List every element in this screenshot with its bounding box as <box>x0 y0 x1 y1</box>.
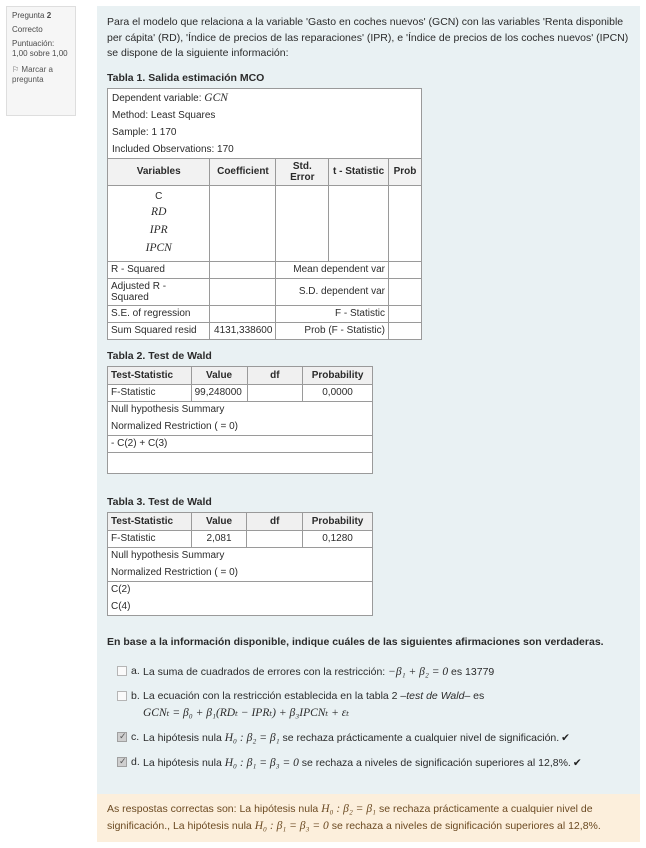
option-letter: a. <box>131 664 140 677</box>
restriction: C(4) <box>108 598 373 615</box>
flag-icon: ⚐ <box>12 65 20 74</box>
option-letter: b. <box>131 689 140 702</box>
cell-test-statistic: F-Statistic <box>108 384 192 401</box>
check-icon: ✔ <box>572 757 582 770</box>
option-text: La ecuación con la restricción establecida en la tabla 2 – <box>143 689 407 702</box>
question-status: Correcto <box>12 25 43 34</box>
t-stat-cell <box>329 185 389 261</box>
stat-right-label: Mean dependent var <box>276 261 389 278</box>
answer-option-c[interactable] <box>107 730 632 747</box>
feedback-math: H₀ : β₂ = β₁ <box>321 803 377 815</box>
stat-right-value <box>389 261 422 278</box>
stat-value: 4131,338600 <box>210 322 276 339</box>
stat-value <box>210 278 276 305</box>
stat-right-value <box>389 278 422 305</box>
col-t-statistic: t - Statistic <box>329 158 389 185</box>
option-text: La hipótesis nula <box>143 757 222 770</box>
empty-row <box>108 452 373 473</box>
var-ipcn: IPCN <box>145 241 172 254</box>
question-prompt: En base a la información disponible, indique cuáles de las siguientes afirmaciones son verdaderas. <box>107 635 604 648</box>
option-checkbox[interactable] <box>117 757 127 767</box>
var-c: C <box>155 190 163 202</box>
check-icon: ✔ <box>561 731 570 744</box>
col-std-error: Std. Error <box>276 158 329 185</box>
dependent-variable <box>108 88 422 107</box>
question-info-panel <box>6 6 76 116</box>
flag-label: Marcar a pregunta <box>12 65 53 84</box>
table-row <box>108 530 373 547</box>
normalized-restriction: Normalized Restriction ( = 0) <box>108 564 373 581</box>
feedback-text: se rechaza a niveles de significación superiores al 12,8%. <box>331 820 601 833</box>
option-letter: c. <box>131 730 140 743</box>
stats-row <box>108 322 422 339</box>
option-math: H₀ : β₁ = β₃ = 0 <box>224 757 299 770</box>
stat-value <box>210 305 276 322</box>
stat-right-label: F - Statistic <box>276 305 389 322</box>
stat-right-label: Prob (F - Statistic) <box>276 322 389 339</box>
stat-label: R - Squared <box>108 261 210 278</box>
cell-value: 2,081 <box>191 530 247 547</box>
col-probability: Probability <box>303 366 373 384</box>
answer-option-d[interactable] <box>107 755 632 772</box>
ols-output-table <box>107 88 422 340</box>
feedback-math: H₀ : β₁ = β₃ = 0 <box>254 820 329 833</box>
variables-cell <box>108 185 210 261</box>
table3-caption: Tabla 3. Test de Wald <box>107 495 212 508</box>
stat-right-value <box>389 305 422 322</box>
stat-label: Adjusted R - Squared <box>108 278 210 305</box>
restriction: C(2) <box>108 581 373 598</box>
stat-label: Sum Squared resid <box>108 322 210 339</box>
col-probability: Probability <box>303 512 373 530</box>
option-letter: d. <box>131 756 140 769</box>
question-number-value: 2 <box>46 11 52 20</box>
option-text: La hipótesis nula <box>143 731 222 744</box>
dependent-label: Dependent variable: <box>112 92 202 104</box>
option-math: GCNₜ = β₀ + β₁(RDₜ − IPRₜ) + β₃IPCNₜ + εₜ <box>143 706 350 719</box>
option-text-end: se rechaza a niveles de significación superiores al 12,8%. <box>301 757 571 770</box>
col-variables: Variables <box>108 158 210 185</box>
score-label: Puntuación: <box>12 39 55 48</box>
var-ipr: IPR <box>149 223 168 236</box>
sample: Sample: 1 170 <box>108 124 422 141</box>
coefficient-cell <box>210 185 276 261</box>
null-hypothesis-summary: Null hypothesis Summary <box>108 401 373 418</box>
option-text-end: es 13779 <box>451 665 495 678</box>
var-rd: RD <box>151 206 167 219</box>
wald-test-table-2 <box>107 512 373 616</box>
question-text: Para el modelo que relaciona a la variable 'Gasto en coches nuevos' (GCN) con las variables 'Renta disponible per cápita' (RD), 'Índice de precios de las reparaciones' (IPR), e 'Índice de precios de los coches nuevos' (IPCN) se dispone de la siguiente información: <box>107 16 629 60</box>
option-math: −β₁ + β₂ = 0 <box>388 665 449 678</box>
cell-test-statistic: F-Statistic <box>108 530 192 547</box>
feedback-text: As respostas correctas son: La hipótesis nula <box>107 803 319 815</box>
col-value: Value <box>191 366 247 384</box>
stat-right-value <box>389 322 422 339</box>
correct-answer-feedback <box>97 794 640 842</box>
dependent-var: GCN <box>204 91 228 104</box>
option-checkbox[interactable] <box>117 691 127 701</box>
question-content <box>97 6 640 842</box>
option-italic-text: test de Wald <box>406 689 465 702</box>
stat-value <box>210 261 276 278</box>
stats-row <box>108 261 422 278</box>
col-test-statistic: Test-Statistic <box>108 512 192 530</box>
null-hypothesis-summary: Null hypothesis Summary <box>108 547 373 564</box>
col-prob: Prob <box>389 158 422 185</box>
answer-option-b[interactable] <box>107 689 632 722</box>
option-math: H₀ : β₂ = β₁ <box>224 731 280 744</box>
method: Method: Least Squares <box>108 107 422 124</box>
cell-df <box>247 530 303 547</box>
cell-probability: 0,1280 <box>303 530 373 547</box>
stat-right-label: S.D. dependent var <box>276 278 389 305</box>
score-value: 1,00 sobre 1,00 <box>12 49 68 58</box>
answer-option-a[interactable] <box>107 664 632 681</box>
feedback-text: se rechaza prácticamente a cualquier nivel de significación., La hipótesis nula <box>107 803 593 833</box>
question-number <box>12 11 70 21</box>
col-df: df <box>247 512 303 530</box>
col-value: Value <box>191 512 247 530</box>
stats-row <box>108 278 422 305</box>
col-coefficient: Coefficient <box>210 158 276 185</box>
flag-question-link[interactable] <box>12 65 70 85</box>
wald-test-table-1 <box>107 366 373 474</box>
question-label: Pregunta <box>12 11 45 20</box>
normalized-restriction: Normalized Restriction ( = 0) <box>108 418 373 435</box>
col-df: df <box>247 366 303 384</box>
cell-df <box>247 384 303 401</box>
prob-cell <box>389 185 422 261</box>
table1-caption: Tabla 1. Salida estimación MCO <box>107 71 265 84</box>
restriction: - C(2) + C(3) <box>108 435 373 452</box>
stats-row <box>108 305 422 322</box>
col-test-statistic: Test-Statistic <box>108 366 192 384</box>
option-text-end: se rechaza prácticamente a cualquier nivel de significación. <box>282 731 560 744</box>
option-text-end: – es <box>464 689 485 702</box>
option-checkbox[interactable] <box>117 666 127 676</box>
option-text: La suma de cuadrados de errores con la restricción: <box>143 665 386 678</box>
std-error-cell <box>276 185 329 261</box>
stat-label: S.E. of regression <box>108 305 210 322</box>
cell-probability: 0,0000 <box>303 384 373 401</box>
table2-caption: Tabla 2. Test de Wald <box>107 349 212 362</box>
cell-value: 99,248000 <box>191 384 247 401</box>
table-row <box>108 384 373 401</box>
included-observations: Included Observations: 170 <box>108 141 422 159</box>
option-checkbox[interactable] <box>117 732 127 742</box>
